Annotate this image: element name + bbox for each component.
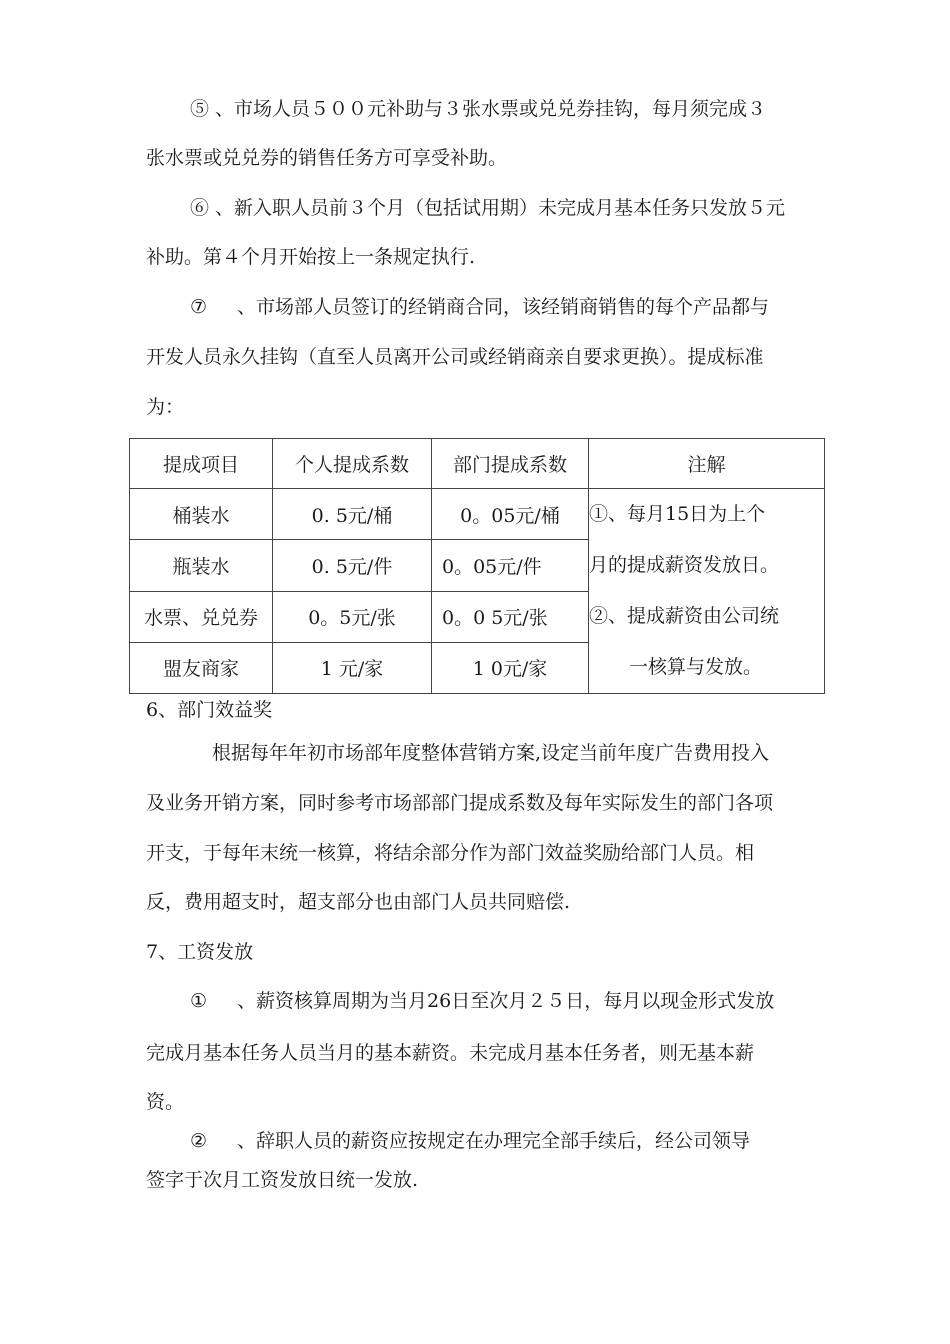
note-line: ①、每月15日为上个	[589, 503, 766, 525]
header-dept: 部门提成系数	[432, 439, 589, 489]
section7-item1-line2: 完成月基本任务人员当月的基本薪资。未完成月基本任务者，则无基本薪	[146, 1042, 755, 1064]
cell-dept: 0。05元/桶	[432, 489, 589, 540]
p5-line2: 张水票或兑兑券的销售任务方可享受补助。	[146, 147, 508, 169]
cell-dept: 0。05元/件	[432, 540, 589, 591]
item1-number: ①	[190, 990, 208, 1012]
header-note: 注解	[589, 439, 825, 489]
cell-personal: 0。5元/张	[273, 591, 432, 642]
p6-line2: 补助。第４个月开始按上一条规定执行.	[146, 246, 476, 268]
table-row	[130, 489, 825, 540]
section7-item2-line1	[190, 1128, 750, 1154]
table-header-row	[130, 439, 825, 489]
cell-personal: 0. 5元/件	[273, 540, 432, 591]
item2-number: ②	[190, 1130, 208, 1152]
p5-line1: ⑤ 、市场人员５００元补助与３张水票或兑兑券挂钩，每月须完成３	[190, 98, 767, 120]
p7-number: ⑦	[190, 296, 208, 318]
cell-personal: 0. 5元/桶	[273, 489, 432, 540]
note-line: ②、提成薪资由公司统	[589, 605, 780, 627]
cell-dept: 0。0 5元/张	[432, 591, 589, 642]
header-item: 提成项目	[130, 439, 273, 489]
cell-dept: 1 0元/家	[432, 642, 589, 693]
header-personal: 个人提成系数	[273, 439, 432, 489]
p7-line1	[190, 294, 769, 320]
cell-personal: 1 元/家	[273, 642, 432, 693]
section6-title: 6、部门效益奖	[146, 699, 273, 721]
note-line: 一核算与发放。	[629, 656, 763, 678]
cell-item: 桶装水	[130, 489, 273, 540]
section6-line4: 反，费用超支时，超支部分也由部门人员共同赔偿.	[146, 891, 571, 913]
cell-item: 瓶装水	[130, 540, 273, 591]
section6-line2: 及业务开销方案，同时参考市场部部门提成系数及每年实际发生的部门各项	[146, 792, 774, 814]
cell-item: 水票、兑兑券	[130, 591, 273, 642]
section7-item1-line3: 资。	[146, 1091, 185, 1113]
section6-line3: 开支，于每年末统一核算，将结余部分作为部门效益奖励给部门人员。相	[146, 842, 755, 864]
item2-text: 、辞职人员的薪资应按规定在办理完全部手续后，经公司领导	[237, 1130, 751, 1152]
p7-text: 、市场部人员签订的经销商合同，该经销商销售的每个产品都与	[237, 296, 770, 318]
commission-table	[129, 438, 825, 694]
section7-title: 7、工资发放	[146, 941, 254, 963]
item1-text: 、薪资核算周期为当月26日至次月２５日，每月以现金形式发放	[237, 990, 775, 1012]
p7-line2: 开发人员永久挂钩（直至人员离开公司或经销商亲自要求更换）。提成标准	[146, 346, 764, 368]
note-cell	[589, 489, 825, 694]
section7-item1-line1	[190, 988, 774, 1014]
note-line: 月的提成薪资发放日。	[589, 554, 780, 576]
section6-line1: 根据每年年初市场部年度整体营销方案,设定当前年度广告费用投入	[212, 742, 770, 764]
cell-item: 盟友商家	[130, 642, 273, 693]
p6-line1: ⑥ 、新入职人员前３个月（包括试用期）未完成月基本任务只发放５元	[190, 197, 786, 219]
section7-item2-line2: 签字于次月工资发放日统一发放.	[146, 1169, 419, 1191]
p7-line3: 为：	[146, 396, 185, 418]
